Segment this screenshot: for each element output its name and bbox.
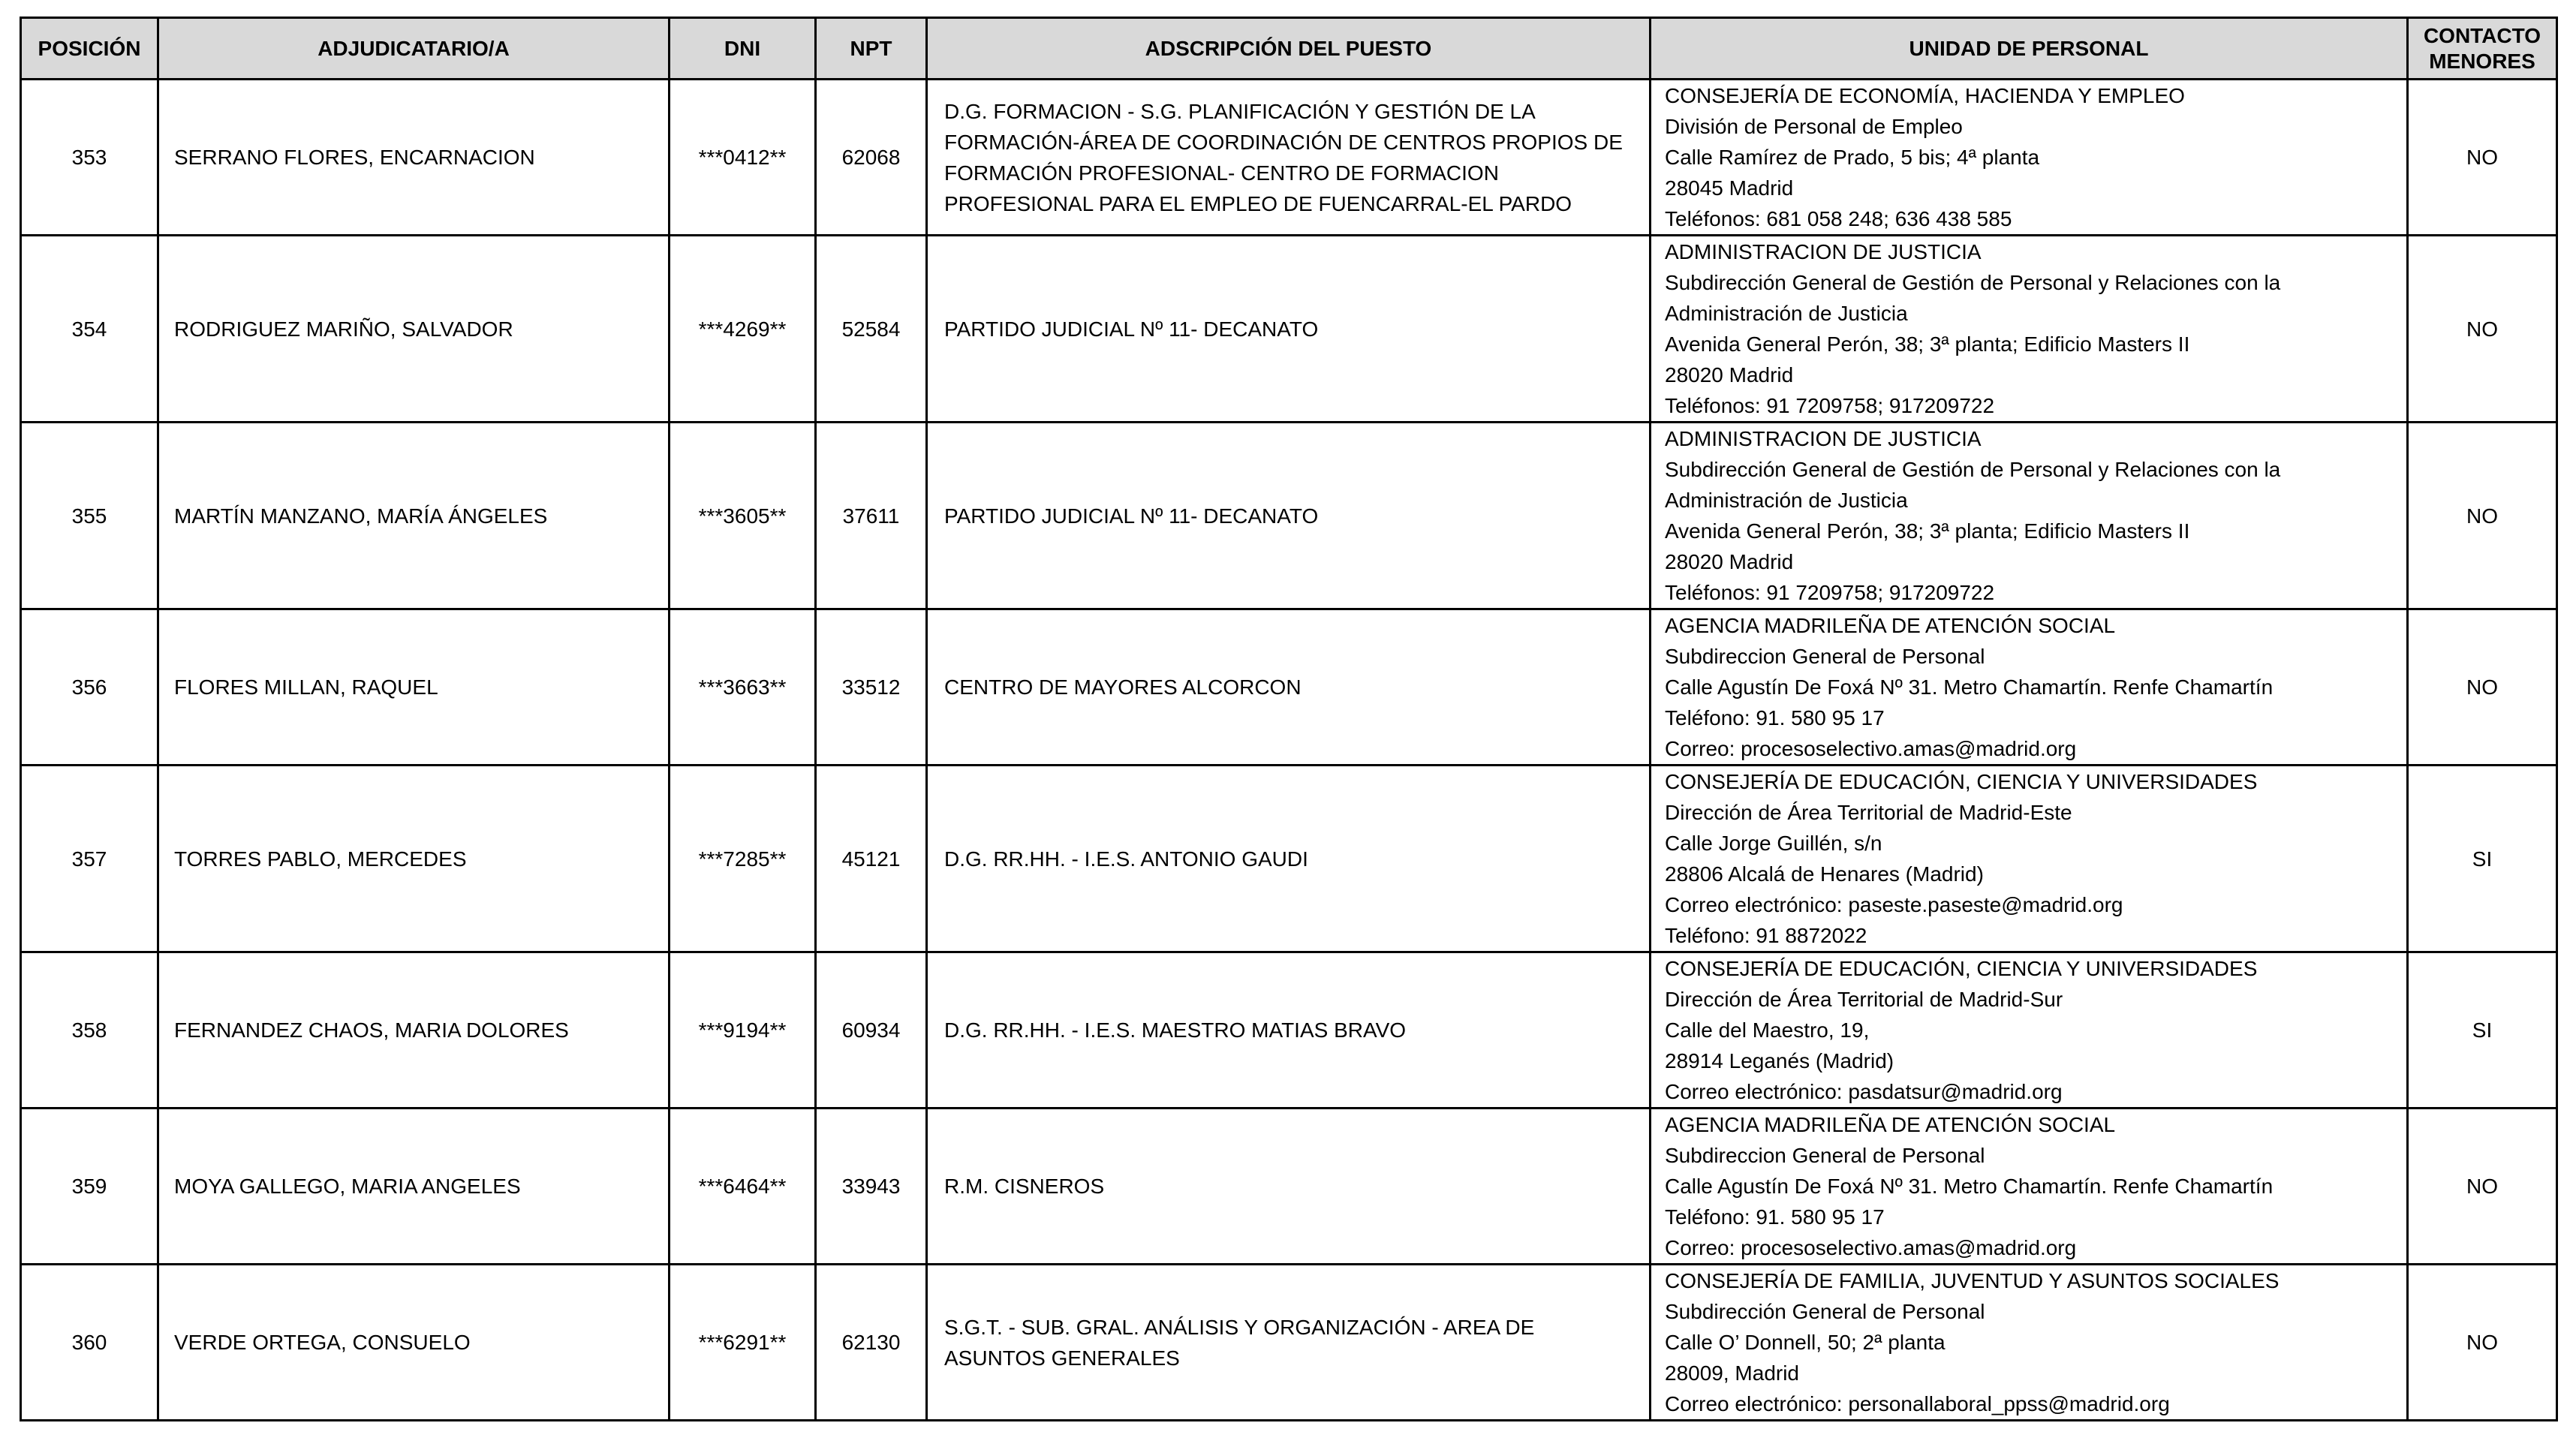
unidad-line: Calle Agustín De Foxá Nº 31. Metro Chamartín. Renfe Chamartín <box>1665 675 2274 699</box>
cell-posicion: 360 <box>21 1265 158 1421</box>
header-unidad: UNIDAD DE PERSONAL <box>1651 18 2408 80</box>
unidad-line: Correo: procesoselectivo.amas@madrid.org <box>1665 1236 2077 1259</box>
cell-npt: 62130 <box>816 1265 927 1421</box>
unidad-line: Calle Ramírez de Prado, 5 bis; 4ª planta <box>1665 146 2040 169</box>
cell-unidad <box>1651 1265 2408 1421</box>
header-adscripcion: ADSCRIPCIÓN DEL PUESTO <box>927 18 1651 80</box>
unidad-line: Dirección de Área Territorial de Madrid-Sur <box>1665 988 2063 1011</box>
cell-contacto-menores: SI <box>2408 952 2557 1109</box>
cell-posicion: 355 <box>21 423 158 609</box>
adjudicaciones-table <box>20 17 2558 1421</box>
unidad-line: 28914 Leganés (Madrid) <box>1665 1049 1894 1072</box>
cell-contacto-menores: NO <box>2408 1265 2557 1421</box>
cell-adscripcion: PARTIDO JUDICIAL Nº 11- DECANATO <box>927 423 1651 609</box>
cell-posicion: 356 <box>21 609 158 766</box>
cell-dni: ***0412** <box>670 80 816 236</box>
unidad-line: AGENCIA MADRILEÑA DE ATENCIÓN SOCIAL <box>1665 1113 2116 1136</box>
cell-npt: 62068 <box>816 80 927 236</box>
cell-unidad <box>1651 952 2408 1109</box>
cell-adjudicatario: MOYA GALLEGO, MARIA ANGELES <box>158 1109 670 1265</box>
cell-npt: 37611 <box>816 423 927 609</box>
unidad-line: AGENCIA MADRILEÑA DE ATENCIÓN SOCIAL <box>1665 614 2116 637</box>
unidad-line: División de Personal de Empleo <box>1665 115 1963 138</box>
header-row <box>21 18 2557 80</box>
cell-posicion: 359 <box>21 1109 158 1265</box>
table-row <box>21 236 2557 423</box>
cell-dni: ***6464** <box>670 1109 816 1265</box>
cell-adjudicatario: FLORES MILLAN, RAQUEL <box>158 609 670 766</box>
cell-contacto-menores: SI <box>2408 766 2557 952</box>
unidad-line: Subdirección General de Gestión de Personal y Relaciones con la <box>1665 271 2281 294</box>
cell-posicion: 353 <box>21 80 158 236</box>
cell-unidad <box>1651 423 2408 609</box>
cell-adjudicatario: RODRIGUEZ MARIÑO, SALVADOR <box>158 236 670 423</box>
cell-adjudicatario: SERRANO FLORES, ENCARNACION <box>158 80 670 236</box>
cell-adjudicatario: TORRES PABLO, MERCEDES <box>158 766 670 952</box>
cell-contacto-menores: NO <box>2408 609 2557 766</box>
unidad-line: Calle O’ Donnell, 50; 2ª planta <box>1665 1331 1946 1354</box>
unidad-line: Dirección de Área Territorial de Madrid-Este <box>1665 801 2072 824</box>
adjudicaciones-table-container <box>20 17 2556 1421</box>
unidad-line: CONSEJERÍA DE FAMILIA, JUVENTUD Y ASUNTOS SOCIALES <box>1665 1269 2280 1292</box>
cell-dni: ***4269** <box>670 236 816 423</box>
cell-unidad <box>1651 766 2408 952</box>
cell-adscripcion: PARTIDO JUDICIAL Nº 11- DECANATO <box>927 236 1651 423</box>
unidad-line: Calle Jorge Guillén, s/n <box>1665 832 1882 855</box>
unidad-line: CONSEJERÍA DE EDUCACIÓN, CIENCIA Y UNIVERSIDADES <box>1665 957 2258 980</box>
unidad-line: Calle Agustín De Foxá Nº 31. Metro Chamartín. Renfe Chamartín <box>1665 1175 2274 1198</box>
unidad-line: ADMINISTRACION DE JUSTICIA <box>1665 427 1982 450</box>
unidad-line: Correo electrónico: pasdatsur@madrid.org <box>1665 1080 2063 1103</box>
unidad-line: 28045 Madrid <box>1665 176 1794 200</box>
unidad-line: Teléfono: 91. 580 95 17 <box>1665 1205 1885 1229</box>
cell-dni: ***6291** <box>670 1265 816 1421</box>
cell-unidad <box>1651 80 2408 236</box>
unidad-line: Correo electrónico: paseste.paseste@madrid.org <box>1665 893 2123 916</box>
cell-adjudicatario: VERDE ORTEGA, CONSUELO <box>158 1265 670 1421</box>
table-row <box>21 609 2557 766</box>
unidad-line: Subdirección General de Gestión de Personal y Relaciones con la <box>1665 458 2281 481</box>
unidad-line: Calle del Maestro, 19, <box>1665 1018 1870 1042</box>
unidad-line: 28020 Madrid <box>1665 550 1794 573</box>
unidad-line: Subdireccion General de Personal <box>1665 645 1985 668</box>
unidad-line: CONSEJERÍA DE EDUCACIÓN, CIENCIA Y UNIVERSIDADES <box>1665 770 2258 793</box>
unidad-line: CONSEJERÍA DE ECONOMÍA, HACIENDA Y EMPLEO <box>1665 84 2185 107</box>
header-adjudicatario: ADJUDICATARIO/A <box>158 18 670 80</box>
table-row <box>21 952 2557 1109</box>
unidad-line: Subdireccion General de Personal <box>1665 1144 1985 1167</box>
cell-unidad <box>1651 236 2408 423</box>
cell-adjudicatario: FERNANDEZ CHAOS, MARIA DOLORES <box>158 952 670 1109</box>
unidad-line: Teléfonos: 681 058 248; 636 438 585 <box>1665 207 2012 230</box>
cell-npt: 60934 <box>816 952 927 1109</box>
unidad-line: Correo electrónico: personallaboral_ppss@madrid.org <box>1665 1392 2170 1415</box>
unidad-line: Correo: procesoselectivo.amas@madrid.org <box>1665 737 2077 760</box>
header-contacto-line1: CONTACTO <box>2423 23 2541 47</box>
unidad-line: 28020 Madrid <box>1665 363 1794 387</box>
unidad-line: Teléfonos: 91 7209758; 917209722 <box>1665 394 1995 417</box>
cell-npt: 33943 <box>816 1109 927 1265</box>
unidad-line: Teléfonos: 91 7209758; 917209722 <box>1665 581 1995 604</box>
unidad-line: Administración de Justicia <box>1665 489 1908 512</box>
header-dni: DNI <box>670 18 816 80</box>
cell-posicion: 358 <box>21 952 158 1109</box>
unidad-line: Teléfono: 91 8872022 <box>1665 924 1867 947</box>
table-row <box>21 766 2557 952</box>
cell-adscripcion: D.G. FORMACION - S.G. PLANIFICACIÓN Y GESTIÓN DE LA FORMACIÓN-ÁREA DE COORDINACIÓN DE CENTROS PROPIOS DE FORMACIÓN PROFESIONAL- CENTRO DE FORMACION PROFESIONAL PARA EL EMPLEO DE FUENCARRAL-EL PARDO <box>927 80 1651 236</box>
cell-npt: 52584 <box>816 236 927 423</box>
unidad-line: ADMINISTRACION DE JUSTICIA <box>1665 240 1982 263</box>
unidad-line: Subdirección General de Personal <box>1665 1300 1985 1323</box>
unidad-line: Administración de Justicia <box>1665 302 1908 325</box>
cell-posicion: 354 <box>21 236 158 423</box>
header-contacto-menores <box>2408 18 2557 80</box>
cell-npt: 45121 <box>816 766 927 952</box>
cell-adscripcion: D.G. RR.HH. - I.E.S. ANTONIO GAUDI <box>927 766 1651 952</box>
cell-adjudicatario: MARTÍN MANZANO, MARÍA ÁNGELES <box>158 423 670 609</box>
cell-dni: ***3663** <box>670 609 816 766</box>
cell-adscripcion: R.M. CISNEROS <box>927 1109 1651 1265</box>
table-row <box>21 1109 2557 1265</box>
unidad-line: Teléfono: 91. 580 95 17 <box>1665 706 1885 730</box>
unidad-line: Avenida General Perón, 38; 3ª planta; Edificio Masters II <box>1665 332 2190 356</box>
unidad-line: 28009, Madrid <box>1665 1361 1800 1385</box>
header-posicion: POSICIÓN <box>21 18 158 80</box>
table-row <box>21 423 2557 609</box>
table-row <box>21 80 2557 236</box>
header-contacto-line2: MENORES <box>2429 49 2535 73</box>
cell-contacto-menores: NO <box>2408 423 2557 609</box>
cell-posicion: 357 <box>21 766 158 952</box>
unidad-line: 28806 Alcalá de Henares (Madrid) <box>1665 862 1984 886</box>
table-body <box>21 80 2557 1421</box>
table-row <box>21 1265 2557 1421</box>
cell-npt: 33512 <box>816 609 927 766</box>
cell-dni: ***3605** <box>670 423 816 609</box>
cell-dni: ***9194** <box>670 952 816 1109</box>
cell-contacto-menores: NO <box>2408 1109 2557 1265</box>
cell-dni: ***7285** <box>670 766 816 952</box>
cell-unidad <box>1651 1109 2408 1265</box>
cell-adscripcion: D.G. RR.HH. - I.E.S. MAESTRO MATIAS BRAVO <box>927 952 1651 1109</box>
unidad-line: Avenida General Perón, 38; 3ª planta; Edificio Masters II <box>1665 519 2190 543</box>
header-npt: NPT <box>816 18 927 80</box>
cell-contacto-menores: NO <box>2408 236 2557 423</box>
cell-contacto-menores: NO <box>2408 80 2557 236</box>
cell-unidad <box>1651 609 2408 766</box>
cell-adscripcion: CENTRO DE MAYORES ALCORCON <box>927 609 1651 766</box>
cell-adscripcion: S.G.T. - SUB. GRAL. ANÁLISIS Y ORGANIZACIÓN - AREA DE ASUNTOS GENERALES <box>927 1265 1651 1421</box>
